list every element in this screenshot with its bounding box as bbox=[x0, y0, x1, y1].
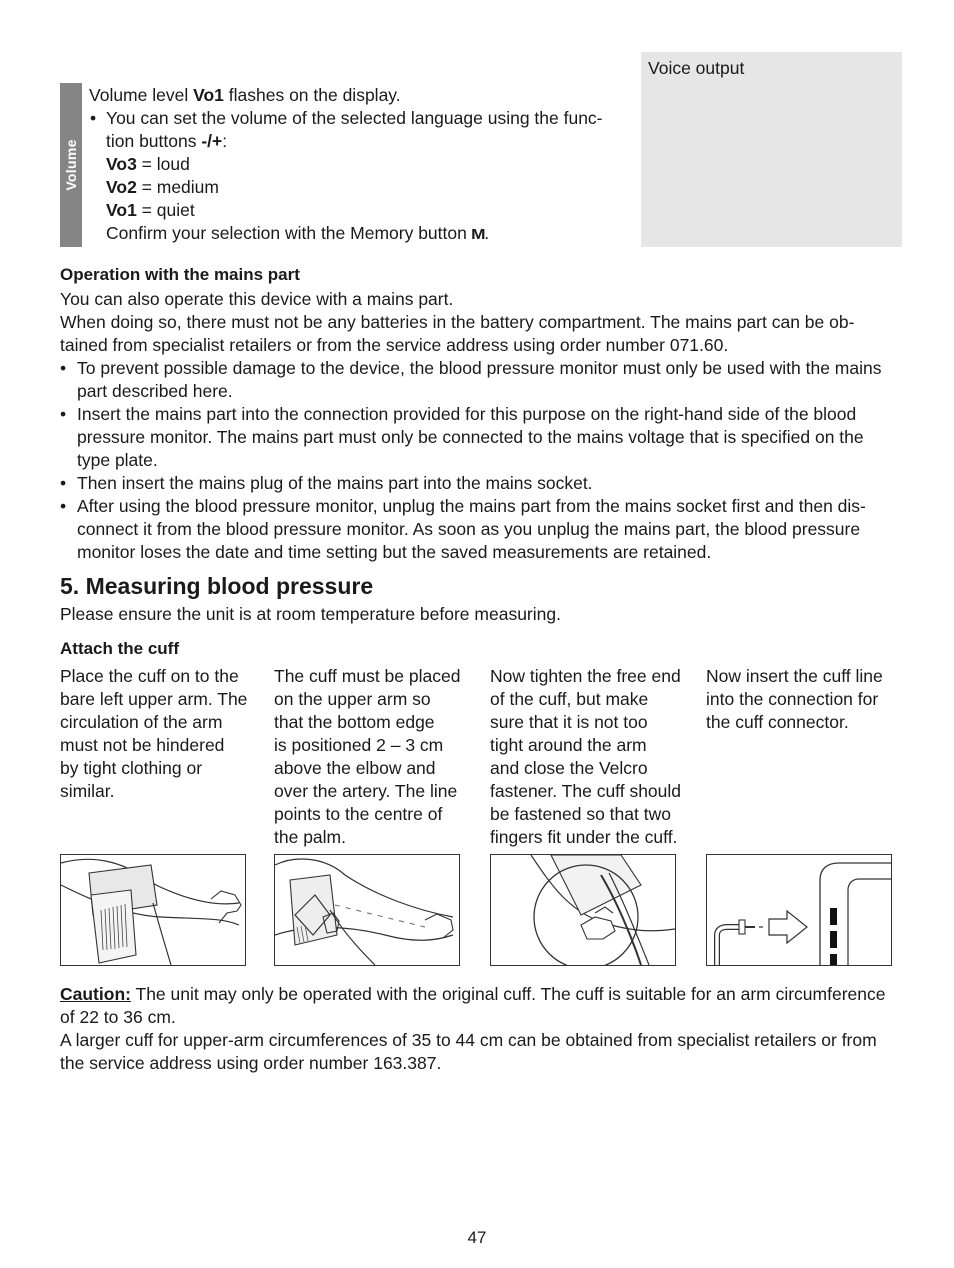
step-line: is positioned 2 – 3 cm bbox=[274, 735, 444, 755]
step-line: fingers fit under the cuff. bbox=[490, 827, 678, 847]
cuff-connector-illustration bbox=[706, 854, 892, 966]
step-line: over the artery. The line bbox=[274, 781, 458, 801]
voice-output-box bbox=[641, 52, 902, 247]
bullet-line: pressure monitor. The mains part must only be connected to the mains voltage that is specified on the bbox=[77, 427, 864, 447]
bullet-line: monitor loses the date and time setting but the saved measurements are retained. bbox=[77, 542, 712, 562]
mains-para2 bbox=[60, 311, 905, 357]
cuff-position-illustration bbox=[274, 854, 460, 966]
function-buttons-label: -/+ bbox=[201, 131, 223, 151]
caution-line: A larger cuff for upper-arm circumferences of 35 to 44 cm can be obtained from specialist retailers or from bbox=[60, 1030, 877, 1050]
intro-prefix: Volume level bbox=[89, 85, 194, 105]
bullet-line2-suffix: : bbox=[222, 131, 228, 151]
section-title: 5. Measuring blood pressure bbox=[60, 573, 374, 599]
step-line: fastener. The cuff should bbox=[490, 781, 682, 801]
volume-side-tab bbox=[60, 83, 82, 247]
level-code: Vo3 bbox=[106, 154, 137, 174]
step-line: into the connection for bbox=[706, 689, 879, 709]
arm-with-cuff-drawing bbox=[61, 855, 245, 965]
step-line: the palm. bbox=[274, 827, 346, 847]
intro-suffix: flashes on the display. bbox=[223, 85, 401, 105]
bullet-line: To prevent possible damage to the device, the blood pressure monitor must only be used with the mains bbox=[77, 358, 882, 378]
step-line: points to the centre of bbox=[274, 804, 443, 824]
cuff-placement-drawing bbox=[275, 855, 459, 965]
connector-insert-drawing bbox=[707, 855, 891, 965]
step-line: and close the Velcro bbox=[490, 758, 648, 778]
level-desc: = loud bbox=[136, 154, 190, 174]
mains-bullet-3 bbox=[60, 472, 905, 495]
step-line: must not be hindered bbox=[60, 735, 225, 755]
step-line: Place the cuff on to the bbox=[60, 666, 239, 686]
mains-section bbox=[60, 263, 905, 564]
para2-line1: When doing so, there must not be any batteries in the battery compartment. The mains part can be ob- bbox=[60, 312, 855, 332]
mains-bullet-2 bbox=[60, 403, 905, 472]
mains-para1: You can also operate this device with a mains part. bbox=[60, 289, 454, 309]
volume-intro bbox=[89, 84, 629, 107]
bullet-line: Then insert the mains plug of the mains part into the mains socket. bbox=[77, 473, 593, 493]
step-line: by tight clothing or bbox=[60, 758, 203, 778]
tighten-cuff-illustration bbox=[490, 854, 676, 966]
step-line: tight around the arm bbox=[490, 735, 647, 755]
step-line: that the bottom edge bbox=[274, 712, 435, 732]
confirm-instruction bbox=[89, 222, 629, 246]
bullet-line2-prefix: tion buttons bbox=[106, 131, 202, 151]
step-text-3 bbox=[490, 665, 690, 849]
step-line: sure that it is not too bbox=[490, 712, 648, 732]
step-line: The cuff must be placed bbox=[274, 666, 461, 686]
volume-level-vo1 bbox=[89, 199, 629, 222]
section-intro: Please ensure the unit is at room temperature before measuring. bbox=[60, 604, 561, 624]
step-text-2 bbox=[274, 665, 474, 849]
step-text-1 bbox=[60, 665, 255, 803]
memory-button-icon: M bbox=[470, 226, 486, 243]
step-line: Now insert the cuff line bbox=[706, 666, 883, 686]
level-desc: = medium bbox=[136, 177, 219, 197]
mains-heading: Operation with the mains part bbox=[60, 265, 300, 284]
para2-line2: tained from specialist retailers or from the service address using order number 071.60. bbox=[60, 335, 729, 355]
level-code: Vo2 bbox=[106, 177, 137, 197]
volume-bullet bbox=[89, 107, 629, 153]
bullet-line1: You can set the volume of the selected language using the func- bbox=[106, 108, 603, 128]
cuff-on-arm-illustration bbox=[60, 854, 246, 966]
step-line: be fastened so that two bbox=[490, 804, 671, 824]
caution-line: the service address using order number 163.387. bbox=[60, 1053, 442, 1073]
mains-bullet-4 bbox=[60, 495, 905, 564]
caution-note bbox=[60, 983, 905, 1075]
volume-instructions bbox=[89, 84, 629, 246]
bullet-line: Insert the mains part into the connection provided for this purpose on the right-hand side of the blood bbox=[77, 404, 857, 424]
attach-cuff-heading: Attach the cuff bbox=[60, 639, 179, 658]
volume-level-vo3 bbox=[89, 153, 629, 176]
mains-bullet-1 bbox=[60, 357, 905, 403]
step-line: Now tighten the free end bbox=[490, 666, 681, 686]
step-line: the cuff connector. bbox=[706, 712, 849, 732]
tighten-cuff-drawing bbox=[491, 855, 675, 965]
volume-level-vo2 bbox=[89, 176, 629, 199]
caution-label: Caution: bbox=[60, 984, 131, 1004]
level-code: Vo1 bbox=[106, 200, 137, 220]
page-number: 47 bbox=[467, 1228, 487, 1247]
level-desc: = quiet bbox=[136, 200, 195, 220]
confirm-prefix: Confirm your selection with the Memory button bbox=[106, 223, 472, 243]
bullet-line: After using the blood pressure monitor, unplug the mains part from the mains socket first and then dis- bbox=[77, 496, 866, 516]
confirm-suffix: . bbox=[484, 223, 490, 243]
bullet-line: type plate. bbox=[77, 450, 158, 470]
step-line: of the cuff, but make bbox=[490, 689, 649, 709]
step-line: above the elbow and bbox=[274, 758, 436, 778]
step-line: on the upper arm so bbox=[274, 689, 431, 709]
step-line: circulation of the arm bbox=[60, 712, 223, 732]
intro-bold: Vo1 bbox=[193, 85, 224, 105]
bullet-line: part described here. bbox=[77, 381, 233, 401]
volume-tab-label: Volume bbox=[63, 139, 79, 191]
voice-output-label: Voice output bbox=[648, 58, 745, 78]
step-line: similar. bbox=[60, 781, 115, 801]
caution-line: The unit may only be operated with the original cuff. The cuff is suitable for an arm circumference bbox=[130, 984, 886, 1004]
bullet-line: connect it from the blood pressure monitor. As soon as you unplug the mains part, the blood pressure bbox=[77, 519, 861, 539]
step-text-4 bbox=[706, 665, 906, 734]
step-line: bare left upper arm. The bbox=[60, 689, 248, 709]
caution-line: of 22 to 36 cm. bbox=[60, 1007, 176, 1027]
